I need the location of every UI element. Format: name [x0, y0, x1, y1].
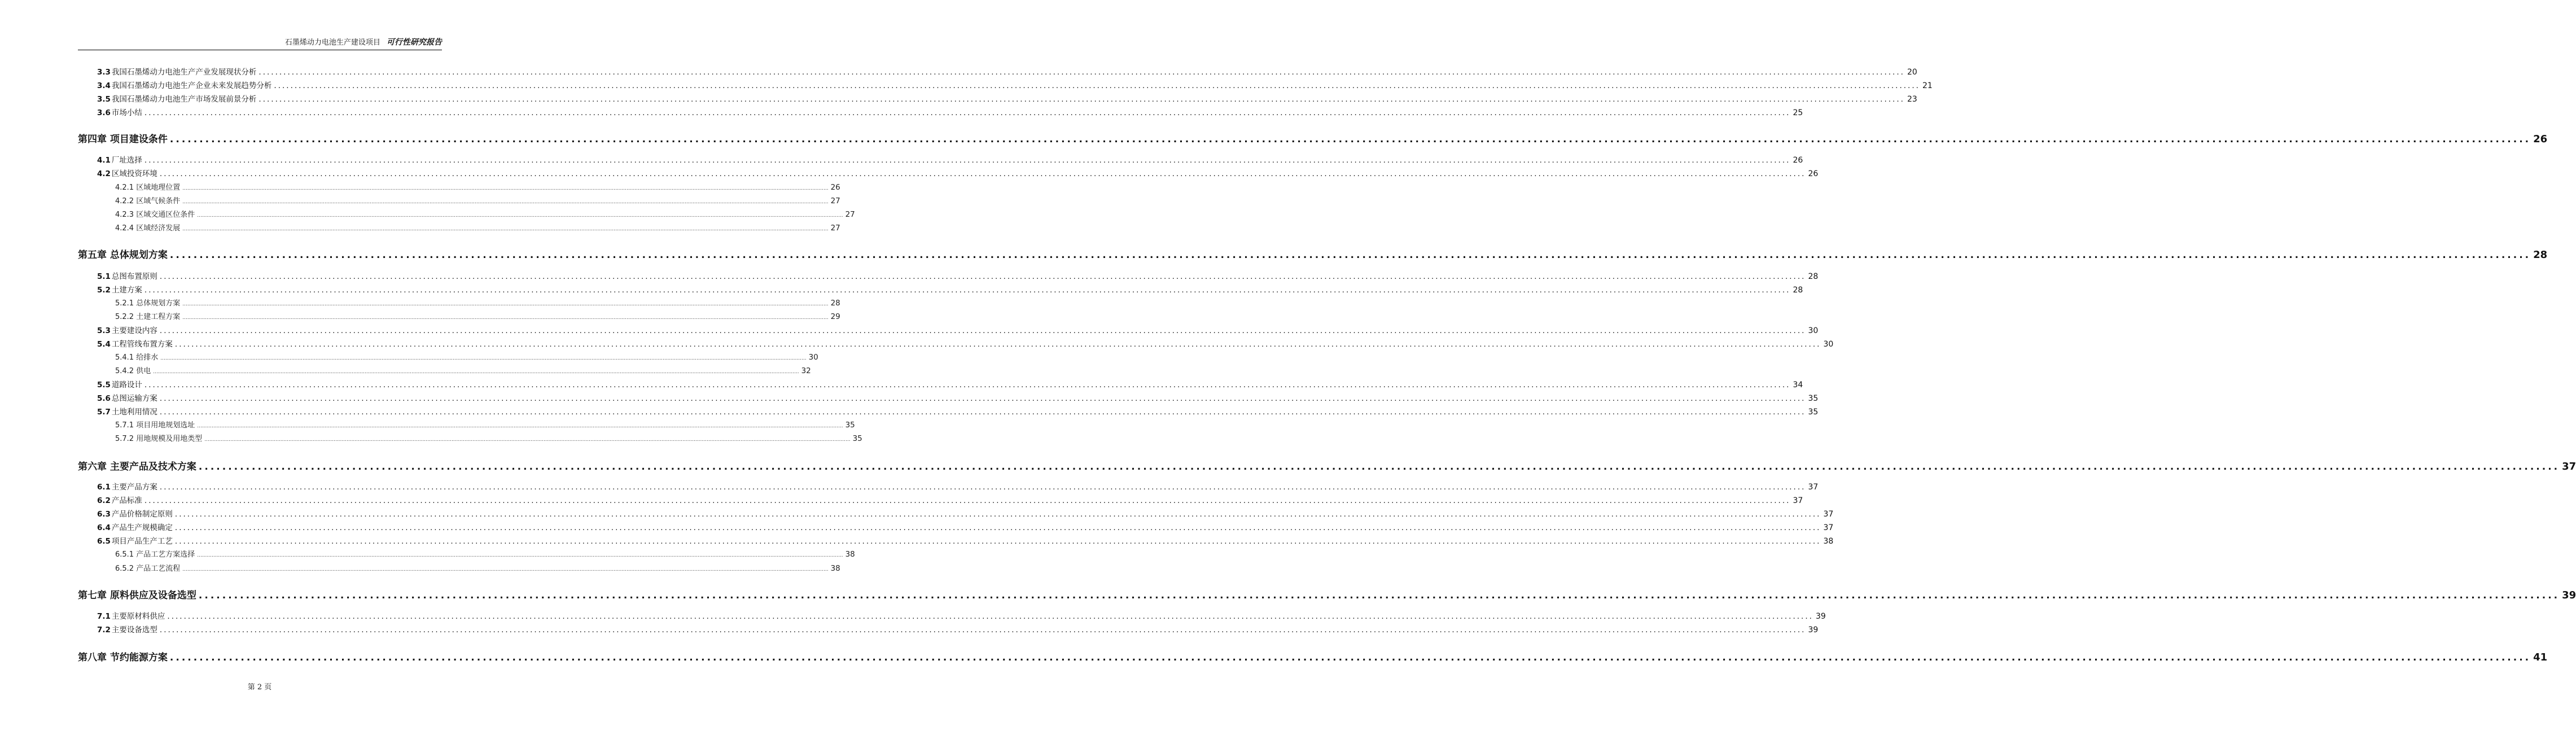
- toc-entry-title: 土建方案: [111, 286, 142, 295]
- toc-chapter-entry[interactable]: [78, 587, 2576, 601]
- toc-entry-label: [97, 65, 256, 77]
- toc-page-number: 30: [1823, 340, 1834, 349]
- toc-page-number: 37: [1793, 496, 1803, 505]
- toc-entry-title: 第七章 原料供应及设备选型: [78, 590, 196, 601]
- toc-section-entry[interactable]: [97, 79, 1933, 90]
- toc-page-number: 26: [1793, 156, 1803, 165]
- toc-entry-number: 5.3: [97, 326, 111, 335]
- toc-page-number: 32: [801, 366, 811, 375]
- toc-entry-title: 产品工艺流程: [136, 565, 181, 573]
- toc-section-entry[interactable]: [97, 65, 1917, 77]
- toc-leader-dots: ................................................................................................................................................................................................................................................................................................................................................................................................................: [167, 612, 1813, 621]
- toc-entry-title: 给排水: [136, 353, 159, 362]
- toc-section-entry[interactable]: [97, 405, 1819, 417]
- toc-entry-number: 6.5: [97, 537, 111, 546]
- toc-entry-number: 6.5.2: [115, 565, 134, 573]
- toc-section-entry[interactable]: [97, 167, 1819, 178]
- toc-leader-dots: ................................................................................................................................................................................................................................................................................................................................................................................................................: [174, 523, 1821, 532]
- toc-entry-number: 5.6: [97, 394, 111, 403]
- toc-page-number: 23: [1907, 95, 1917, 104]
- toc-page-number: 28: [1808, 272, 1819, 281]
- toc-page-number: 39: [2562, 589, 2576, 601]
- toc-entry-label: [115, 195, 180, 205]
- toc-entry-label: [115, 297, 180, 308]
- toc-entry-title: 第八章 节约能源方案: [78, 652, 168, 663]
- toc-leader-dots: ................................................................................................................................................................................................................................................................................................................................................................................................................: [144, 156, 1791, 165]
- toc-entry-number: 4.2.3: [115, 211, 134, 219]
- toc-page-number: 35: [852, 434, 862, 443]
- toc-entry-title: 我国石墨烯动力电池生产企业未来发展趋势分析: [111, 81, 272, 90]
- toc-entry-number: 5.5: [97, 380, 111, 390]
- toc-entry-label: [78, 247, 168, 261]
- toc-entry-title: 总体规划方案: [136, 299, 181, 308]
- toc-entry-number: 5.2.2: [115, 313, 134, 321]
- toc-section-entry[interactable]: [115, 351, 818, 362]
- toc-entry-label: [97, 494, 142, 505]
- toc-entry-title: 主要建设内容: [111, 326, 157, 335]
- toc-section-entry[interactable]: [97, 338, 1834, 349]
- toc-chapter-entry[interactable]: [78, 131, 2548, 145]
- toc-entry-title: 区域气候条件: [136, 197, 181, 205]
- toc-section-entry[interactable]: [115, 419, 855, 430]
- toc-section-entry[interactable]: [97, 521, 1834, 532]
- toc-entry-number: 4.2: [97, 169, 111, 178]
- toc-entry-number: 4.2.1: [115, 183, 134, 192]
- toc-entry-title: 产品价格制定原则: [111, 510, 173, 519]
- toc-entry-label: [97, 167, 157, 178]
- toc-entry-title: 主要设备选型: [111, 625, 157, 635]
- toc-section-entry[interactable]: [97, 283, 1803, 295]
- toc-entry-label: [97, 480, 157, 492]
- toc-leader-dots: ................................................................................................................................................................................................................................................................................................................................................................................................................: [259, 95, 1905, 104]
- toc-section-entry[interactable]: [97, 494, 1803, 505]
- toc-entry-label: [115, 181, 180, 192]
- toc-entry-label: [97, 283, 142, 295]
- toc-page-number: 26: [2533, 133, 2548, 145]
- toc-page-number: 39: [1815, 612, 1826, 621]
- toc-leader-dots: ................................................................................................................................................................................................................................................................................................................................................................................................................: [144, 108, 1791, 117]
- toc-section-entry[interactable]: [97, 270, 1819, 281]
- toc-section-entry[interactable]: [97, 324, 1819, 335]
- toc-section-entry[interactable]: [97, 480, 1819, 492]
- toc-entry-title: 项目用地规划选址: [136, 421, 195, 430]
- toc-section-entry[interactable]: [115, 208, 855, 219]
- toc-entry-number: 7.1: [97, 612, 111, 621]
- toc-entry-number: 5.2: [97, 286, 111, 295]
- toc-leader-dots: ................................................................................................................................................................................................................................................................................................................................................................................................................: [144, 286, 1791, 295]
- toc-section-entry[interactable]: [97, 154, 1803, 165]
- toc-entry-title: 道路设计: [111, 380, 142, 390]
- toc-leader-dots: ................................................................................................................................................................................................................................................................................................................................................................................................................: [197, 553, 843, 558]
- toc-leader-dots: ................................................................................................................................................................................................................................................................................................................................................................................................................: [198, 590, 2560, 601]
- toc-entry-title: 主要产品方案: [111, 483, 157, 492]
- toc-leader-dots: ................................................................................................................................................................................................................................................................................................................................................................................................................: [153, 369, 799, 375]
- toc-leader-dots: ................................................................................................................................................................................................................................................................................................................................................................................................................: [182, 199, 829, 205]
- toc-entry-number: 5.7: [97, 408, 111, 417]
- toc-leader-dots: ................................................................................................................................................................................................................................................................................................................................................................................................................: [159, 394, 1806, 403]
- toc-leader-dots: ................................................................................................................................................................................................................................................................................................................................................................................................................: [182, 301, 829, 307]
- toc-leader-dots: ................................................................................................................................................................................................................................................................................................................................................................................................................: [204, 437, 851, 443]
- toc-entry-title: 我国石墨烯动力电池生产产业发展现状分析: [111, 68, 257, 77]
- toc-entry-number: 7.2: [97, 625, 111, 635]
- toc-section-entry[interactable]: [115, 432, 862, 443]
- toc-page-number: 21: [1922, 81, 1933, 90]
- toc-page-number: 37: [2562, 461, 2576, 473]
- toc-entry-label: [115, 432, 202, 443]
- toc-entry-label: [78, 458, 196, 473]
- toc-section-entry[interactable]: [115, 297, 840, 308]
- toc-leader-dots: ................................................................................................................................................................................................................................................................................................................................................................................................................: [197, 213, 843, 218]
- toc-entry-label: [97, 106, 142, 117]
- toc-leader-dots: ................................................................................................................................................................................................................................................................................................................................................................................................................: [144, 380, 1791, 390]
- toc-page-number: 27: [830, 224, 840, 233]
- toc-page-number: 35: [1808, 394, 1819, 403]
- toc-entry-number: 6.2: [97, 496, 111, 505]
- toc-entry-title: 项目产品生产工艺: [111, 537, 173, 546]
- toc-page-number: 25: [1793, 108, 1803, 117]
- toc-entry-title: 区域经济发展: [136, 224, 181, 233]
- toc-leader-dots: ................................................................................................................................................................................................................................................................................................................................................................................................................: [169, 652, 2531, 663]
- toc-section-entry[interactable]: [115, 365, 811, 375]
- toc-entry-title: 我国石墨烯动力电池生产市场发展前景分析: [111, 95, 257, 104]
- toc-page-number: 30: [1808, 326, 1819, 335]
- toc-leader-dots: ................................................................................................................................................................................................................................................................................................................................................................................................................: [159, 169, 1806, 178]
- toc-page-number: 28: [2533, 249, 2548, 261]
- toc-page-number: 20: [1907, 68, 1917, 77]
- toc-entry-number: 5.1: [97, 272, 111, 281]
- toc-entry-number: 5.4: [97, 340, 111, 349]
- toc-entry-title: 供电: [136, 367, 151, 375]
- toc-entry-label: [97, 521, 173, 532]
- header-project-name: 石墨烯动力电池生产建设项目: [284, 38, 380, 47]
- toc-entry-title: 第四章 项目建设条件: [78, 134, 168, 145]
- toc-entry-number: 3.3: [97, 68, 111, 77]
- toc-leader-dots: ................................................................................................................................................................................................................................................................................................................................................................................................................: [182, 186, 829, 191]
- toc-entry-title: 第五章 总体规划方案: [78, 250, 168, 261]
- toc-entry-label: [115, 562, 180, 573]
- toc-entry-title: 产品标准: [111, 496, 142, 505]
- toc-section-entry[interactable]: [97, 535, 1834, 546]
- toc-page-number: 34: [1793, 380, 1803, 390]
- toc-page-number: 26: [830, 183, 840, 192]
- toc-leader-dots: ................................................................................................................................................................................................................................................................................................................................................................................................................: [169, 250, 2531, 261]
- toc-section-entry[interactable]: [97, 106, 1803, 117]
- toc-entry-title: 总图布置原则: [111, 272, 157, 281]
- toc-entry-label: [115, 548, 195, 559]
- toc-entry-label: [115, 419, 195, 430]
- toc-entry-label: [97, 405, 157, 417]
- toc-entry-title: 市场小结: [111, 108, 142, 117]
- toc-leader-dots: ................................................................................................................................................................................................................................................................................................................................................................................................................: [160, 356, 807, 361]
- toc-entry-label: [97, 324, 157, 335]
- toc-section-entry[interactable]: [115, 181, 840, 192]
- toc-leader-dots: ................................................................................................................................................................................................................................................................................................................................................................................................................: [182, 315, 829, 321]
- toc-section-entry[interactable]: [97, 93, 1917, 104]
- toc-page-number: 38: [845, 550, 855, 559]
- toc-leader-dots: ................................................................................................................................................................................................................................................................................................................................................................................................................: [174, 510, 1821, 519]
- toc-entry-title: 区域交通区位条件: [136, 211, 195, 219]
- toc-leader-dots: ................................................................................................................................................................................................................................................................................................................................................................................................................: [159, 625, 1806, 635]
- toc-entry-number: 4.1: [97, 156, 111, 165]
- toc-entry-label: [97, 508, 173, 519]
- toc-entry-label: [97, 270, 157, 281]
- toc-entry-number: 4.2.4: [115, 224, 134, 233]
- toc-entry-title: 土地利用情况: [111, 408, 157, 417]
- page-number: 第 2 页: [247, 683, 272, 692]
- toc-entry-label: [97, 93, 256, 104]
- toc-chapter-entry[interactable]: [78, 458, 2576, 473]
- toc-leader-dots: ................................................................................................................................................................................................................................................................................................................................................................................................................: [169, 134, 2531, 145]
- toc-entry-number: 3.5: [97, 95, 111, 104]
- toc-page-number: 26: [1808, 169, 1819, 178]
- toc-entry-title: 工程管线布置方案: [111, 340, 173, 349]
- toc-entry-title: 区域地理位置: [136, 183, 181, 192]
- toc-entry-label: [97, 378, 142, 390]
- toc-chapter-entry[interactable]: [78, 247, 2548, 261]
- toc-leader-dots: ................................................................................................................................................................................................................................................................................................................................................................................................................: [259, 68, 1905, 77]
- running-header: [78, 36, 442, 50]
- toc-entry-label: [115, 208, 195, 219]
- toc-entry-number: 6.5.1: [115, 550, 134, 559]
- toc-leader-dots: ................................................................................................................................................................................................................................................................................................................................................................................................................: [144, 496, 1791, 505]
- toc-section-entry[interactable]: [97, 378, 1803, 390]
- toc-page-number: 30: [808, 353, 818, 362]
- toc-entry-label: [97, 392, 157, 403]
- toc-chapter-entry[interactable]: [78, 649, 2548, 663]
- toc-entry-label: [78, 131, 168, 145]
- toc-page-number: 37: [1823, 510, 1834, 519]
- toc-leader-dots: ................................................................................................................................................................................................................................................................................................................................................................................................................: [197, 423, 843, 429]
- toc-leader-dots: ................................................................................................................................................................................................................................................................................................................................................................................................................: [159, 326, 1806, 335]
- toc-entry-title: 总图运输方案: [111, 394, 157, 403]
- toc-section-entry[interactable]: [97, 623, 1819, 635]
- toc-entry-number: 6.3: [97, 510, 111, 519]
- toc-section-entry[interactable]: [115, 310, 840, 321]
- toc-entry-label: [115, 222, 180, 233]
- toc-leader-dots: ................................................................................................................................................................................................................................................................................................................................................................................................................: [159, 483, 1806, 492]
- toc-entry-number: 3.4: [97, 81, 111, 90]
- toc-entry-title: 土建工程方案: [136, 313, 181, 321]
- toc-entry-number: 3.6: [97, 108, 111, 117]
- toc-section-entry[interactable]: [97, 392, 1819, 403]
- toc-leader-dots: ................................................................................................................................................................................................................................................................................................................................................................................................................: [174, 537, 1821, 546]
- toc-leader-dots: ................................................................................................................................................................................................................................................................................................................................................................................................................: [182, 567, 829, 572]
- toc-entry-title: 用地规模及用地类型: [136, 435, 203, 443]
- toc-entry-title: 厂址选择: [111, 156, 142, 165]
- header-report-title: 可行性研究报告: [387, 38, 442, 47]
- toc-page-number: 38: [830, 564, 840, 573]
- toc-entry-label: [115, 310, 180, 321]
- toc-page-number: 27: [830, 196, 840, 205]
- toc-leader-dots: ................................................................................................................................................................................................................................................................................................................................................................................................................: [182, 226, 829, 232]
- toc-entry-number: 4.2.2: [115, 197, 134, 205]
- toc-page-number: 41: [2533, 651, 2548, 663]
- toc-entry-title: 产品工艺方案选择: [136, 550, 195, 559]
- toc-entry-label: [97, 338, 173, 349]
- toc-entry-number: 6.4: [97, 523, 111, 532]
- toc-section-entry[interactable]: [97, 508, 1834, 519]
- toc-leader-dots: ................................................................................................................................................................................................................................................................................................................................................................................................................: [174, 340, 1821, 349]
- toc-entry-label: [115, 351, 158, 362]
- toc-entry-number: 5.2.1: [115, 299, 134, 308]
- toc-leader-dots: ................................................................................................................................................................................................................................................................................................................................................................................................................: [159, 272, 1806, 281]
- toc-section-entry[interactable]: [97, 610, 1826, 621]
- toc-entry-number: 5.4.2: [115, 367, 134, 375]
- toc-entry-label: [97, 623, 157, 635]
- toc-page-number: 29: [830, 312, 840, 321]
- toc-page-number: 27: [845, 210, 855, 219]
- toc-entry-number: 5.4.1: [115, 353, 134, 362]
- toc-section-entry[interactable]: [115, 195, 840, 205]
- toc-section-entry[interactable]: [115, 562, 840, 573]
- toc-entry-title: 主要原材料供应: [111, 612, 165, 621]
- toc-page-number: 39: [1808, 625, 1819, 635]
- toc-page-number: 38: [1823, 537, 1834, 546]
- toc-leader-dots: ................................................................................................................................................................................................................................................................................................................................................................................................................: [198, 461, 2560, 473]
- toc-page-number: 37: [1823, 523, 1834, 532]
- toc-entry-title: 产品生产规模确定: [111, 523, 173, 532]
- toc-page-number: 28: [1793, 286, 1803, 295]
- toc-section-entry[interactable]: [115, 548, 855, 559]
- toc-entry-number: 6.1: [97, 483, 111, 492]
- toc-entry-label: [97, 535, 173, 546]
- toc-entry-number: 5.7.1: [115, 421, 134, 430]
- toc-entry-number: 5.7.2: [115, 435, 134, 443]
- toc-leader-dots: ................................................................................................................................................................................................................................................................................................................................................................................................................: [274, 81, 1920, 90]
- toc-leader-dots: ................................................................................................................................................................................................................................................................................................................................................................................................................: [159, 408, 1806, 417]
- toc-entry-label: [115, 365, 151, 375]
- toc-page-number: 37: [1808, 483, 1819, 492]
- toc-page-number: 35: [1808, 408, 1819, 417]
- toc-section-entry[interactable]: [115, 222, 840, 233]
- toc-page-number: 35: [845, 421, 855, 430]
- toc-entry-title: 区域投资环境: [111, 169, 157, 178]
- toc-entry-label: [78, 649, 168, 663]
- toc-entry-label: [78, 587, 196, 601]
- toc-entry-label: [97, 79, 271, 90]
- toc-page-number: 28: [830, 299, 840, 308]
- toc-entry-label: [97, 610, 165, 621]
- toc-entry-title: 第六章 主要产品及技术方案: [78, 461, 196, 473]
- toc-entry-label: [97, 154, 142, 165]
